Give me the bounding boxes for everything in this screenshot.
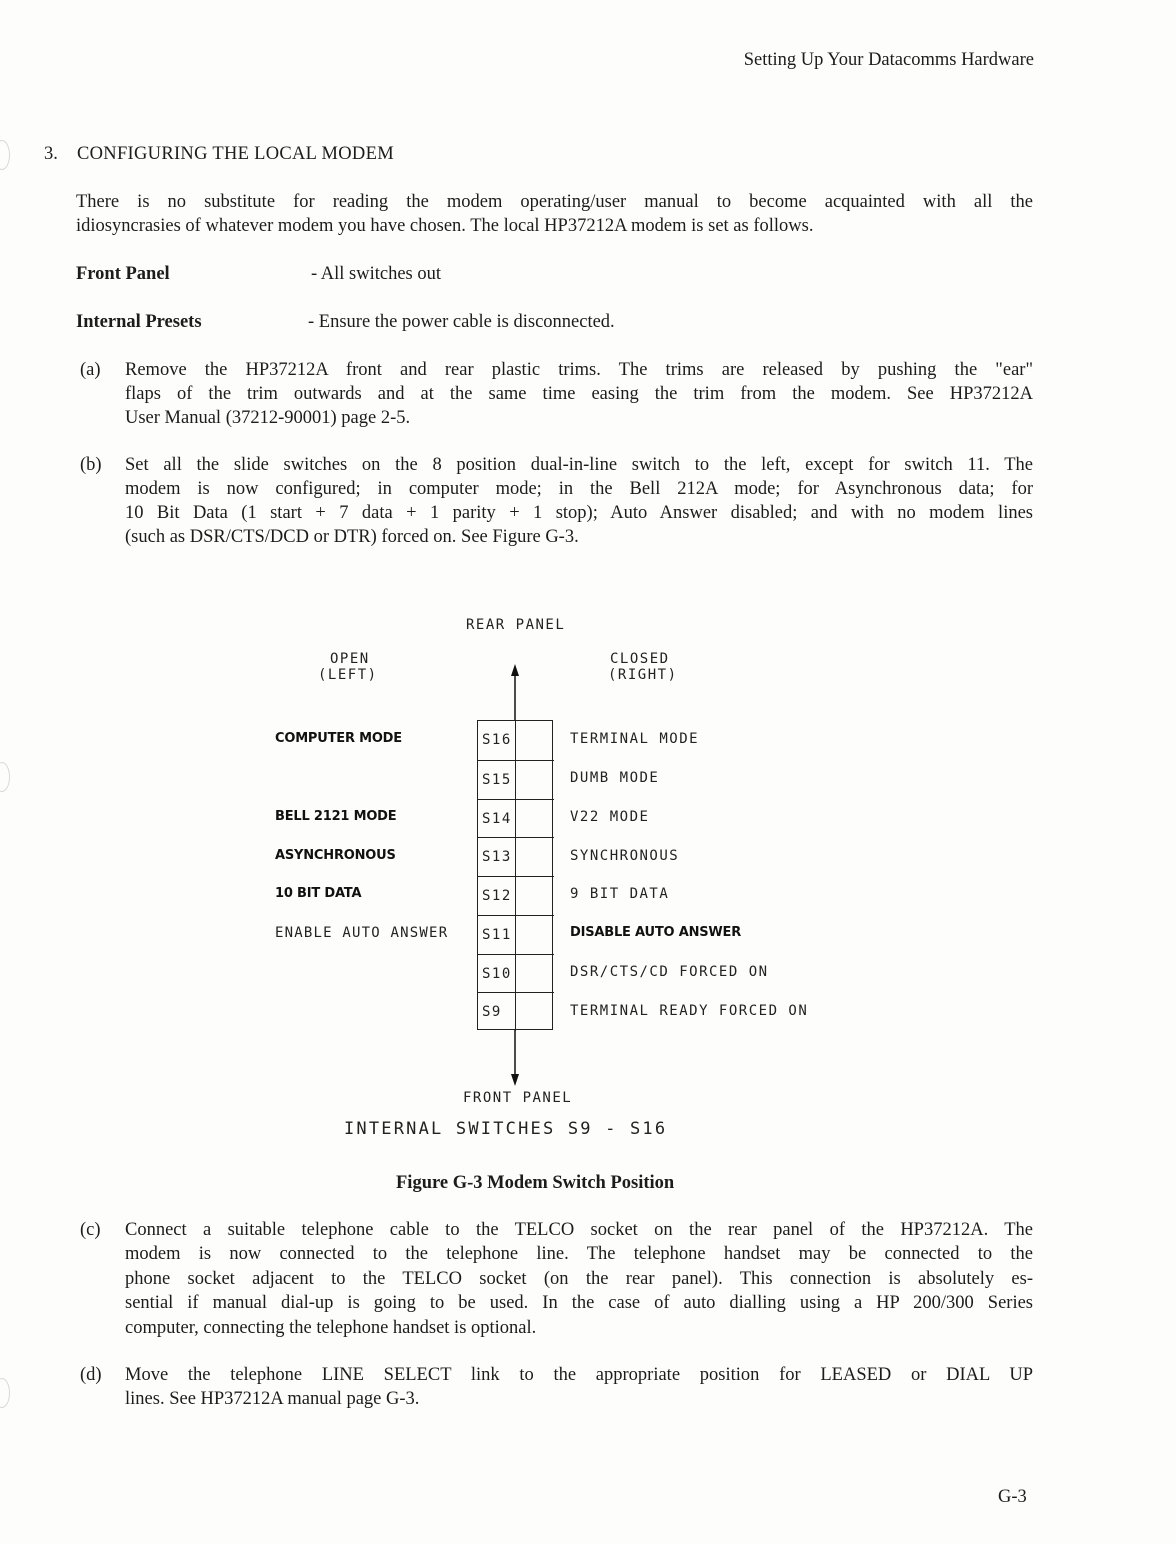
item-b-line: modem is now configured; in computer mode; in the Bell 212A mode; for Asynchronous data; for [125, 479, 1033, 499]
intro-line-2: idiosyncrasies of whatever modem you have chosen. The local HP37212A modem is set as follows. [76, 216, 814, 236]
item-c-line: computer, connecting the telephone handset is optional. [125, 1318, 537, 1338]
item-a-marker: (a) [80, 360, 101, 380]
item-d-line: lines. See HP37212A manual page G-3. [125, 1389, 420, 1409]
switch-left-label: 10 BIT DATA [275, 886, 362, 902]
internal-presets-value: - Ensure the power cable is disconnected. [308, 312, 615, 332]
item-a-line: Remove the HP37212A front and rear plastic trims. The trims are released by pushing the "ear" [125, 360, 1033, 380]
running-header: Setting Up Your Datacomms Hardware [743, 50, 1034, 70]
switch-id-cell [478, 955, 516, 993]
switch-right-label: TERMINAL MODE [570, 731, 700, 748]
switch-row [478, 760, 554, 799]
switch-id: S15 [482, 771, 512, 788]
figure-caption: Figure G-3 Modem Switch Position [396, 1173, 675, 1193]
switch-right-label: 9 BIT DATA [570, 886, 670, 903]
dip-switch-block [477, 720, 553, 1030]
item-b-marker: (b) [80, 455, 102, 475]
item-c-marker: (c) [80, 1220, 101, 1240]
switch-left-label: BELL 2121 MODE [275, 808, 397, 824]
switch-id-cell [478, 916, 516, 954]
switch-id-cell [478, 721, 516, 760]
item-c-line: Connect a suitable telephone cable to the TELCO socket on the rear panel of the HP37212A. The [125, 1220, 1033, 1240]
item-d-marker: (d) [80, 1365, 102, 1385]
switch-id-cell [478, 877, 516, 915]
section-title: CONFIGURING THE LOCAL MODEM [77, 144, 394, 164]
switch-left-label: ENABLE AUTO ANSWER [275, 925, 449, 942]
item-d-line: Move the telephone LINE SELECT link to the appropriate position for LEASED or DIAL UP [125, 1365, 1033, 1385]
switch-id-cell [478, 993, 516, 1031]
switch-row [478, 837, 554, 876]
switch-right-label: DSR/CTS/CD FORCED ON [570, 963, 769, 980]
front-panel-label: Front Panel [76, 264, 170, 284]
switch-row [478, 876, 554, 915]
open-sub-label: (LEFT) [318, 667, 378, 683]
switch-id-cell [478, 761, 516, 799]
switch-id: S16 [482, 732, 512, 748]
switch-id-cell [478, 800, 516, 838]
item-c-line: phone socket adjacent to the TELCO socket (on the rear panel). This connection is absolutely es- [125, 1269, 1033, 1289]
switch-id: S9 [482, 1004, 502, 1021]
front-panel-value: - All switches out [311, 264, 442, 284]
switch-id: S12 [482, 888, 512, 904]
item-a-line: flaps of the trim outwards and at the same time easing the trim from the modem. See HP37212A [125, 384, 1033, 404]
figure-subtitle: INTERNAL SWITCHES S9 - S16 [344, 1119, 668, 1139]
open-label: OPEN [330, 651, 370, 667]
page-number: G-3 [998, 1487, 1027, 1507]
switch-left-label: COMPUTER MODE [275, 731, 402, 747]
item-b-line: 10 Bit Data (1 start + 7 data + 1 parity + 1 stop); Auto Answer disabled; and with no modem lines [125, 503, 1033, 523]
switch-right-label: V22 MODE [570, 808, 650, 825]
item-c-line: modem is now connected to the telephone line. The telephone handset may be connected to the [125, 1244, 1033, 1264]
switch-left-label: ASYNCHRONOUS [275, 847, 396, 863]
binder-hole [0, 1378, 10, 1408]
switch-row [478, 992, 554, 1031]
switch-row [478, 799, 554, 838]
item-b-line: (such as DSR/CTS/DCD or DTR) forced on. See Figure G-3. [125, 527, 579, 547]
switch-row [478, 915, 554, 954]
item-a-line: User Manual (37212-90001) page 2-5. [125, 408, 411, 428]
section-number: 3. [44, 144, 58, 164]
item-b-line: Set all the slide switches on the 8 position dual-in-line switch to the left, except for switch 11. The [125, 455, 1033, 475]
switch-right-label: TERMINAL READY FORCED ON [570, 1002, 809, 1019]
switch-right-label: DUMB MODE [570, 770, 660, 787]
switch-row [478, 954, 554, 993]
down-arrow-icon [511, 1074, 519, 1086]
binder-hole [0, 140, 10, 170]
closed-sub-label: (RIGHT) [608, 667, 678, 683]
switch-id: S13 [482, 849, 512, 866]
item-c-line: sential if manual dial-up is going to be used. In the case of auto dialling using a HP 200/300 Series [125, 1293, 1033, 1313]
switch-right-label: SYNCHRONOUS [570, 847, 680, 864]
closed-label: CLOSED [610, 651, 670, 667]
switch-id: S10 [482, 965, 512, 982]
switch-id: S11 [482, 926, 512, 943]
front-panel-figure-label: FRONT PANEL [463, 1090, 573, 1106]
switch-id: S14 [482, 810, 512, 827]
switch-right-label: DISABLE AUTO ANSWER [570, 925, 742, 941]
internal-presets-label: Internal Presets [76, 312, 202, 332]
intro-line-1: There is no substitute for reading the modem operating/user manual to become acquainted with all the [76, 192, 1033, 212]
switch-id-cell [478, 838, 516, 876]
switch-row [478, 721, 554, 760]
binder-hole [0, 762, 10, 792]
rear-panel-label: REAR PANEL [466, 617, 566, 633]
